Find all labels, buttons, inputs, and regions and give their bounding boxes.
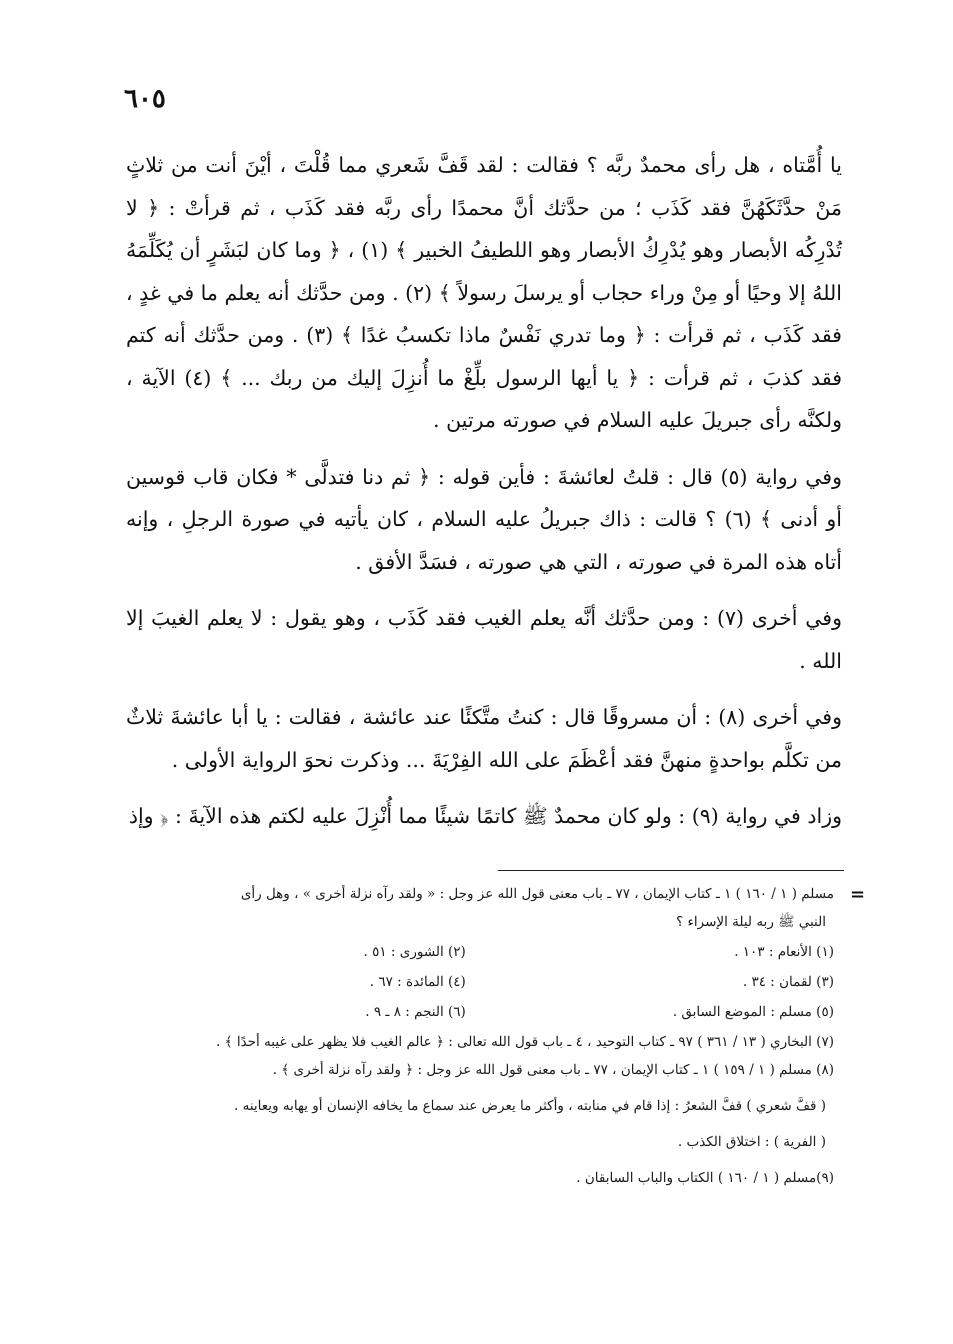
- paragraph: وفي أخرى (٧) : ومن حدَّثك أنَّه يعلم الغيب فقد كَذَب ، وهو يقول : لا يعلم الغيبَ إلا الله .: [126, 606, 843, 673]
- footnotes: [126, 884, 834, 1196]
- footnote-row: [126, 1002, 834, 1022]
- footnote-2: (٢) الشورى : ٥١ .: [363, 944, 466, 960]
- footnote-intro: مسلم ( ١ / ١٦٠ ) ١ ـ كتاب الإيمان ، ٧٧ ـ باب معنى قول الله عز وجل : « ولقد رآه نزلة أخرى » ، وهل رأى: [240, 886, 834, 902]
- paragraph: يا أُمَّتاه ، هل رأى محمدٌ ربَّه ؟ فقالت : لقد قَفَّ شَعري مما قُلْتَ ، أيْنَ أنت من ثلاثٍ مَنْ حدَّثَكَهُنَّ فقد كَذَب ؛ من حدَّثك أنَّ محمدًا رأى ربَّه فقد كَذَب ، ثم قرأتْ : ﴿ لا تُدْرِكُه الأبصار وهو يُدْرِكُ الأبصار وهو اللطيفُ الخبير ﴾ (١) ، ﴿ وما كان لبَشَرٍ أن يُكَلِّمَهُ اللهُ إلا وحيًا أو مِنْ وراء حجاب أو يرسلَ رسولاً ﴾ (٢) . ومن حدَّثك أنه يعلم ما في غدٍ ، فقد كَذَب ، ثم قرأت : ﴿ وما تدري نَفْسٌ ماذا تكسبُ غدًا ﴾ (٣) . ومن حدَّثك أنه كتم فقد كذبَ ، ثم قرأت : ﴿ يا أيها الرسول بلِّغْ ما أُنزِلَ إليك من ربك ... ﴾ (٤) الآية ، ولكنَّه رأى جبريلَ عليه السلام في صورته مرتين .: [126, 153, 842, 432]
- gloss-qaffa: ( قفَّ شعري ) قفَّ الشعرُ : إذا قام في منابته ، وأكثر ما يعرض عند سماع ما يخافه الإنسان أو يهابه ويعاينه .: [234, 1098, 826, 1114]
- paragraph: وفي رواية (٥) قال : قلتُ لعائشةَ : فأين قوله : ﴿ ثم دنا فتدلَّى * فكان قاب قوسين أو أدنى ﴾ (٦) ؟ قالت : ذاك جبريلُ عليه السلام ، كان يأتيه في صورة الرجلِ ، وإنه أتاه هذه المرة في صورته ، التي هي صورته ، فسَدَّ الأفق .: [126, 464, 842, 574]
- main-text: [126, 144, 842, 852]
- footnote-1: (١) الأنعام : ١٠٣ .: [734, 944, 834, 960]
- footnote-3: (٣) لقمان : ٣٤ .: [742, 974, 834, 990]
- footnote-4: (٤) المائدة : ٦٧ .: [369, 974, 466, 990]
- footnote-separator: [498, 870, 844, 871]
- footnote-9: (٩)مسلم ( ١ / ١٦٠ ) الكتاب والباب السابقان .: [576, 1170, 834, 1186]
- footnote-continuation-mark: =: [850, 884, 866, 905]
- paragraph: وزاد في رواية (٩) : ولو كان محمدٌ ﷺ كاتمًا شيئًا مما أُنْزِلَ عليه لكتم هذه الآيةَ : ﴿ وإذ: [128, 804, 842, 828]
- footnote-row: [126, 942, 834, 962]
- paragraph: وفي أخرى (٨) : أن مسروقًا قال : كنتُ متَّكئًا عند عائشة ، فقالت : يا أبا عائشةَ ثلاثٌ من تكلَّم بواحدةٍ منهنَّ فقد أعْظَمَ على الله الفِرْيَةَ ... وذكرت نحوَ الرواية الأولى .: [126, 705, 842, 772]
- footnote-7: (٧) البخاري ( ١٣ / ٣٦١ ) ٩٧ ـ كتاب التوحيد ، ٤ ـ باب قول الله تعالى : ﴿ عالم الغيب فلا يظهر على غيبه أحدًا ﴾ .: [216, 1034, 834, 1050]
- footnote-8: (٨) مسلم ( ١ / ١٥٩ ) ١ ـ كتاب الإيمان ، ٧٧ ـ باب معنى قول الله عز وجل : ﴿ ولقد رآه نزلة أخرى ﴾ .: [272, 1062, 834, 1078]
- gloss-firya: ( الفرية ) : اختلاق الكذب .: [677, 1134, 826, 1150]
- footnote-row: [126, 972, 834, 992]
- page-number: ٦٠٥: [124, 84, 166, 114]
- footnote-5: (٥) مسلم : الموضع السابق .: [672, 1004, 834, 1020]
- footnote-6: (٦) النجم : ٨ ـ ٩ .: [365, 1004, 466, 1020]
- footnote-intro-continued: النبي ﷺ ربه ليلة الإسراء ؟: [676, 914, 826, 930]
